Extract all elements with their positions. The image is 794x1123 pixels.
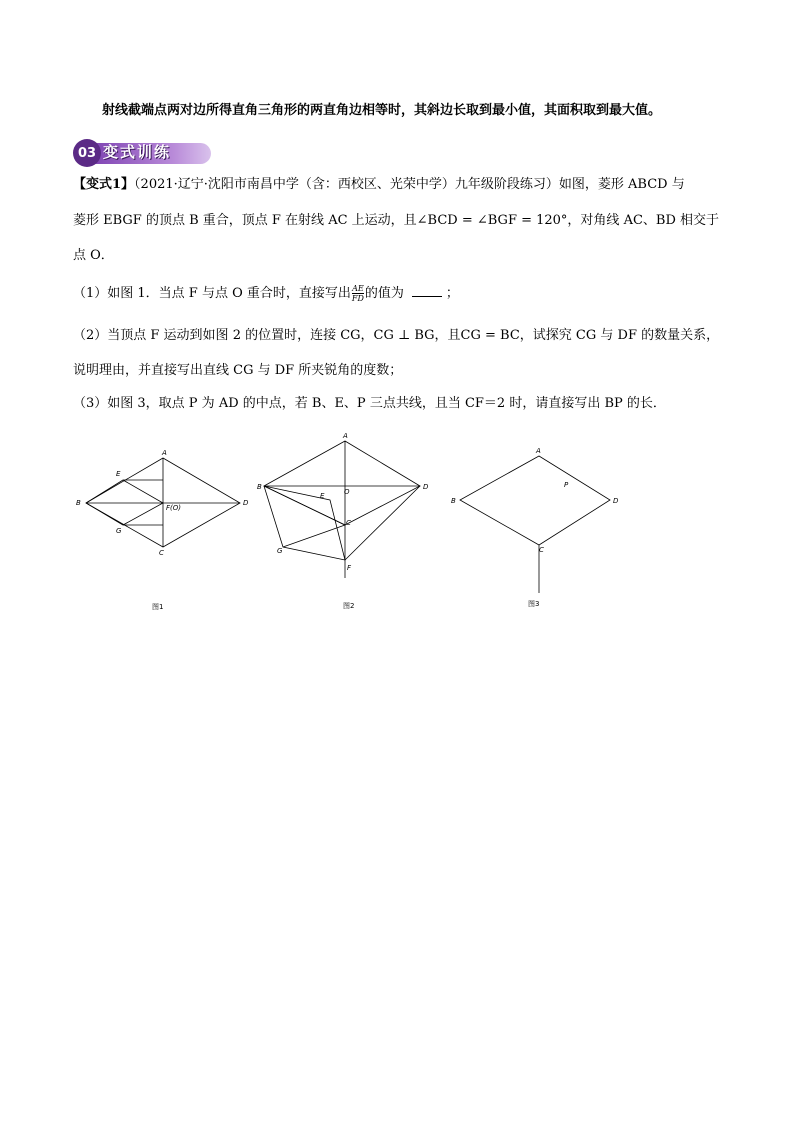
caption-fig2: 图2: [343, 602, 355, 610]
rhombus-ebgf-fig1: [86, 480, 163, 525]
q1-text: （1）如图 1．当点 F 与点 O 重合时，直接写出: [73, 286, 351, 301]
q1-fraction: [352, 284, 364, 303]
caption-fig3: 图3: [528, 600, 540, 608]
label-a-fig2: A: [343, 432, 348, 440]
question-2-line-2: 说明理由，并直接写出直线 CG 与 DF 所夹锐角的度数；: [73, 363, 403, 378]
figures-area: [0, 420, 794, 620]
problem-source: （2021·辽宁·沈阳市南昌中学（含：西校区、光荣中学）九年级阶段练习）如图，菱形 ABCD 与: [134, 177, 685, 192]
label-e-fig1: E: [116, 470, 121, 478]
label-g-fig1: G: [116, 527, 122, 535]
figure-1: [86, 458, 240, 547]
problem-tag: 【变式1】: [73, 177, 135, 192]
fraction-denominator: FD: [351, 294, 364, 303]
figure-2: [264, 441, 420, 578]
problem-line-1: [73, 176, 685, 194]
problem-line-3: 点 O．: [73, 248, 114, 263]
question-1: [73, 284, 459, 303]
caption-fig1: 图1: [152, 603, 164, 611]
label-f-fig1: F(O): [166, 504, 181, 512]
label-f-fig2: F: [347, 564, 352, 572]
label-o-fig2: O: [344, 488, 350, 496]
label-b-fig3: B: [451, 497, 456, 505]
label-b-fig1: B: [76, 499, 81, 507]
segment-bc-fig2: [264, 486, 345, 525]
intro-text: 射线截端点两对边所得直角三角形的两直角边相等时，其斜边长取到最小值，其面积取到最大值。: [102, 103, 662, 118]
label-p-fig3: P: [564, 481, 569, 489]
label-c-fig3: C: [539, 546, 544, 554]
rhombus-abcd-fig2: [264, 441, 420, 525]
label-a-fig1: A: [162, 449, 167, 457]
answer-blank[interactable]: [412, 296, 442, 297]
question-2-line-1: （2）当顶点 F 运动到如图 2 的位置时，连接 CG，CG ⊥ BG，且CG = BC，试探究 CG 与 DF 的数量关系，: [73, 328, 720, 343]
label-d-fig3: D: [613, 497, 619, 505]
label-c-fig1: C: [159, 549, 164, 557]
fraction-numerator: AE: [352, 284, 364, 293]
badge-number: 03: [73, 139, 101, 167]
segment-cg-fig2: [283, 525, 345, 547]
question-3: （3）如图 3，取点 P 为 AD 的中点，若 B、E、P 三点共线，且当 CF＝2 时，请直接写出 BP 的长．: [73, 396, 666, 411]
label-c-fig2: C: [346, 519, 351, 527]
label-d-fig2: D: [423, 483, 429, 491]
label-g-fig2: G: [277, 547, 283, 555]
label-d-fig1: D: [243, 499, 249, 507]
problem-line-2: 菱形 EBGF 的顶点 B 重合，顶点 F 在射线 AC 上运动，且∠BCD = ∠BGF = 120°，对角线 AC、BD 相交于: [73, 213, 720, 228]
label-a-fig3: A: [536, 447, 541, 455]
segment-df-fig2: [345, 486, 420, 560]
rhombus-abcd-fig3: [460, 456, 610, 545]
q1-text-after: 的值为: [364, 286, 404, 301]
q1-end: ；: [445, 286, 459, 301]
section-badge: [73, 139, 211, 167]
badge-label: 变式训练: [103, 143, 172, 161]
label-e-fig2: E: [320, 492, 325, 500]
figure-3: [460, 456, 610, 593]
label-b-fig2: B: [257, 483, 262, 491]
